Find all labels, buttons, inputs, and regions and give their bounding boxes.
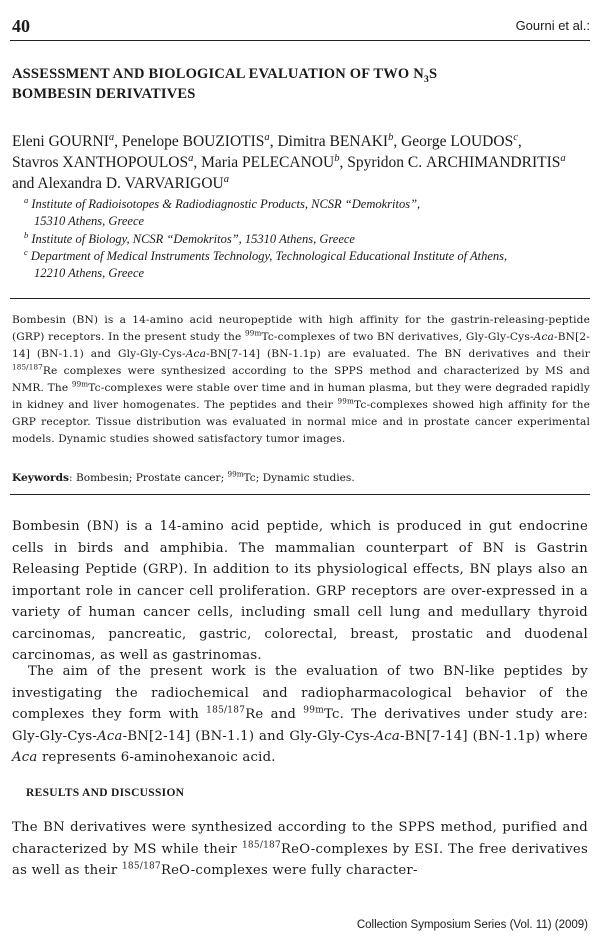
article-title bbox=[12, 64, 572, 104]
affiliation-b bbox=[24, 231, 584, 248]
affiliation-label: b bbox=[24, 229, 29, 240]
affiliation-label: c bbox=[24, 246, 28, 257]
author-surname: GOURNI bbox=[48, 133, 109, 150]
title-line-1 bbox=[12, 66, 438, 85]
author: Dimitra BENAKI$^b$, bbox=[277, 131, 402, 150]
author-list bbox=[12, 131, 592, 194]
author: Eleni GOURNI$^a$, bbox=[12, 131, 122, 150]
author-surname: LOUDOS bbox=[450, 133, 514, 150]
affiliation-line: 15310 Athens, Greece bbox=[34, 214, 145, 228]
page-number: 40 bbox=[12, 16, 30, 36]
keywords-label: Keywords bbox=[12, 472, 70, 484]
affiliation-line: Department of Medical Instruments Technology, Technological Educational Institute of Athens, bbox=[30, 249, 508, 263]
abstract: Bombesin (BN) is a 14-amino acid neuropeptide with high affinity for the gastrin-releasing-peptide (GRP) receptors. In the present study the $^{99m}$Tc-complexes of two BN derivatives, Gly-Gly-Cys-Aca-BN[2-14] (BN-1.1) and Gly-Gly-Cys-Aca-BN[7-14] (BN-1.1p) are evaluated. The BN derivatives and their $^{185/187}$Re complexes were synthesized according to the SPPS method and characterized by MS and NMR. The $^{99m}$Tc-complexes were stable over time and in human plasma, but they were degraded rapidly in kidney and liver homogenates. The peptides and their $^{99m}$Tc-complexes showed high affinity for the GRP receptor. Tissue distribution was evaluated in normal mice and in prostate cancer experimental models. Dynamic studies showed satisfactory tumor images. bbox=[12, 314, 590, 445]
intro-paragraph-1: Bombesin (BN) is a 14-amino acid peptide, which is produced in gut endocrine cells in birds and amphibia. The mammalian counterpart of BN is Gastrin Releasing Peptide (GRP). In addition to its physiological effects, BN plays also an important role in cancer cell proliferation. GRP receptors are over-expressed in a variety of human cancer cells, including small cell lung and medullary thyroid carcinomas, pancreatic, gastric, colorectal, breast, prostatic and duodenal carcinomas, as well as gastrinomas. bbox=[12, 519, 588, 663]
author-surname: ARCHIMANDRITIS bbox=[426, 154, 561, 171]
running-head bbox=[12, 16, 590, 38]
author: Penelope BOUZIOTIS$^a$, bbox=[121, 131, 278, 150]
running-author: Gourni et al.: bbox=[515, 18, 590, 33]
title-subscript: 3 bbox=[423, 73, 430, 85]
affiliation-line: 12210 Athens, Greece bbox=[34, 266, 145, 280]
affiliation-line: Institute of Radioisotopes & Radiodiagnostic Products, NCSR “Demokritos”, bbox=[31, 197, 421, 211]
author-surname: XANTHOPOULOS bbox=[62, 154, 189, 171]
author-surname: BENAKI bbox=[329, 133, 389, 150]
title-text-end: S bbox=[429, 66, 438, 82]
author: Maria PELECANOU$^b$, bbox=[201, 152, 348, 171]
affiliation-a bbox=[24, 196, 584, 230]
abstract-top-rule bbox=[10, 298, 590, 299]
affiliation-line: Institute of Biology, NCSR “Demokritos”, 15310 Athens, Greece bbox=[31, 232, 355, 246]
footer-series: Collection Symposium Series (Vol. 11) (2009) bbox=[356, 919, 588, 931]
section-heading-results: RESULTS AND DISCUSSION bbox=[26, 787, 185, 799]
abstract-bottom-rule bbox=[10, 494, 590, 495]
header-rule bbox=[10, 40, 590, 41]
title-line-2: BOMBESIN DERIVATIVES bbox=[12, 86, 196, 102]
author: Stavros XANTHOPOULOS$^a$, bbox=[12, 152, 202, 171]
author-surname: PELECANOU bbox=[242, 154, 335, 171]
intro-paragraph-2: The aim of the present work is the evaluation of two BN-like peptides by investigating the radiochemical and radiopharmacological behavior of the complexes they form with $^{185/187}$Re and $^{99m}$Tc. The derivatives under study are: Gly-Gly-Cys-Aca-BN[2-14] (BN-1.1) and Gly-Gly-Cys-Aca-BN[7-14] (BN-1.1p) where Aca represents 6-aminohexanoic acid. bbox=[12, 664, 588, 765]
keywords: Keywords: Bombesin; Prostate cancer; $^{99m}$Tc; Dynamic studies. bbox=[12, 469, 355, 484]
affiliation-label: a bbox=[24, 194, 29, 205]
author: George LOUDOS$^c$, bbox=[401, 131, 522, 150]
author-surname: BOUZIOTIS bbox=[182, 133, 265, 150]
affiliation-c bbox=[24, 248, 584, 282]
author: and Alexandra D. VARVARIGOU$^a$ bbox=[12, 173, 230, 192]
author-surname: VARVARIGOU bbox=[124, 175, 224, 192]
results-paragraph-1: The BN derivatives were synthesized according to the SPPS method, purified and characterized by MS while their $^{185/187}$ReO-complexes by ESI. The free derivatives as well as their $^{185/187}$ReO-complexes were fully character- bbox=[12, 820, 588, 878]
title-text: ASSESSMENT AND BIOLOGICAL EVALUATION OF TWO N bbox=[12, 66, 424, 82]
author: Spyridon C. ARCHIMANDRITIS$^a$ bbox=[347, 152, 566, 171]
